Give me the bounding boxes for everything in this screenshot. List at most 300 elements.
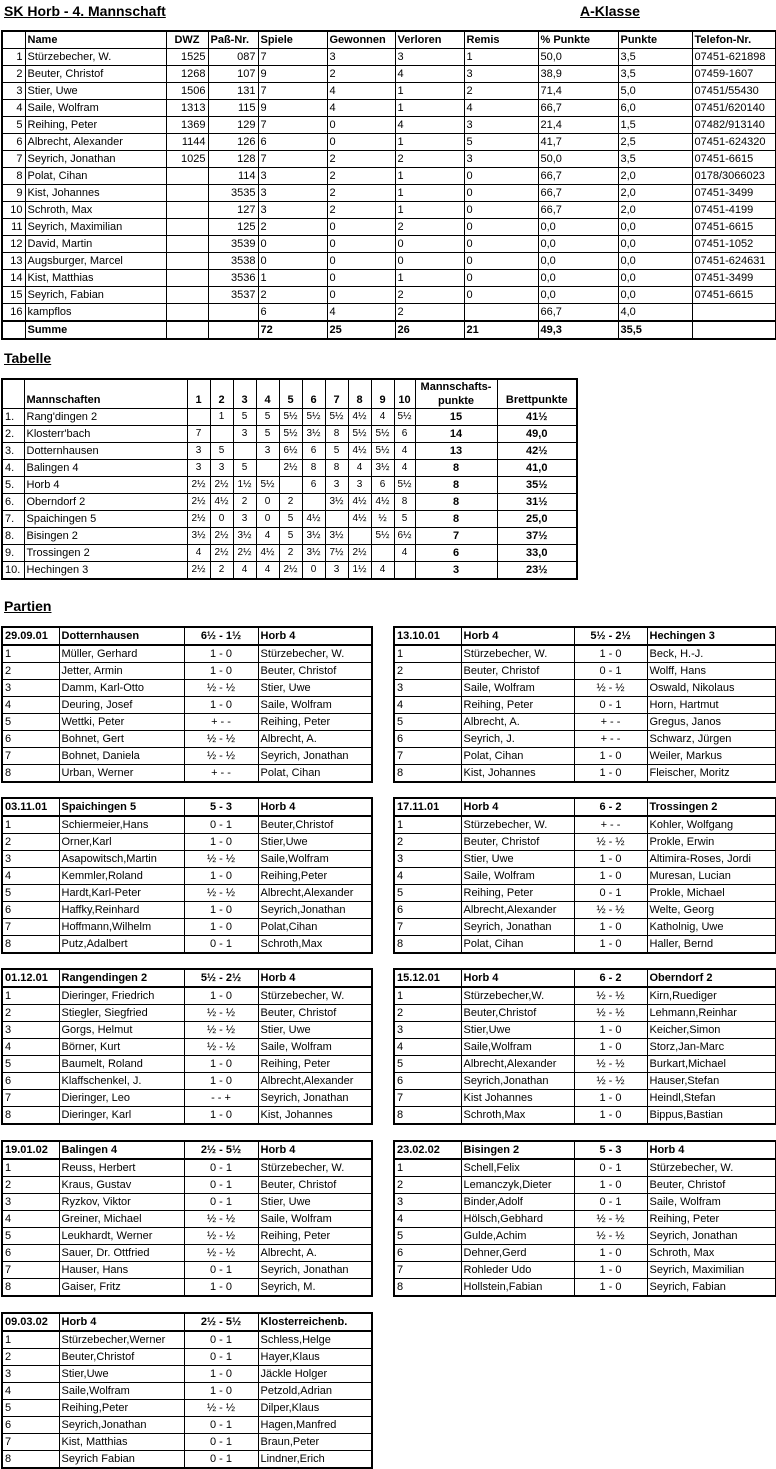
home-team: Balingen 4 — [59, 1141, 184, 1159]
away-player: Albrecht, A. — [258, 1245, 372, 1262]
home-player: Stier,Uwe — [461, 1022, 574, 1039]
home-player: Kist Johannes — [461, 1090, 574, 1107]
game-result: 0 - 1 — [184, 1159, 258, 1177]
board-number: 3 — [2, 1194, 59, 1211]
percent: 38,9 — [538, 66, 618, 83]
home-player: Kraus, Gustav — [59, 1177, 184, 1194]
home-player: Polat, Cihan — [461, 748, 574, 765]
board-number: 1 — [2, 1331, 59, 1349]
dwz: 1313 — [166, 100, 208, 117]
away-player: Oswald, Nikolaus — [647, 680, 776, 697]
game-result: 1 - 0 — [184, 919, 258, 936]
result-cell: 5½ — [348, 426, 371, 443]
game-result: ½ - ½ — [184, 851, 258, 868]
result-cell: 5½ — [325, 409, 348, 426]
games: 2 — [258, 287, 327, 304]
board-number: 5 — [2, 885, 59, 902]
team-points: 8 — [415, 494, 497, 511]
home-team: Rangendingen 2 — [59, 969, 184, 987]
away-player: Seyrich, Fabian — [647, 1279, 776, 1297]
result-cell: 6 — [302, 477, 325, 494]
board-number: 4 — [394, 1039, 461, 1056]
team-name: Klosterr'bach — [24, 426, 187, 443]
player-name: kampflos — [25, 304, 166, 322]
game-result: - - + — [184, 1090, 258, 1107]
result-cell: 6 — [371, 477, 394, 494]
lost: 0 — [395, 253, 464, 270]
match-date: 01.12.01 — [2, 969, 59, 987]
game-row — [2, 919, 372, 936]
result-cell: 5½ — [394, 409, 415, 426]
row-number: 14 — [2, 270, 25, 287]
game-result: ½ - ½ — [184, 1005, 258, 1022]
result-cell: ½ — [371, 511, 394, 528]
result-cell: 5 — [256, 426, 279, 443]
away-player: Horn, Hartmut — [647, 697, 776, 714]
board-number: 6 — [394, 902, 461, 919]
home-player: Jetter, Armin — [59, 663, 184, 680]
away-team: Horb 4 — [647, 1141, 776, 1159]
home-player: Deuring, Josef — [59, 697, 184, 714]
board-number: 8 — [394, 1107, 461, 1125]
away-player: Schroth,Max — [258, 936, 372, 954]
standings-row — [2, 409, 577, 426]
home-player: Saile,Wolfram — [461, 1039, 574, 1056]
draws: 0 — [464, 270, 538, 287]
player-name: Albrecht, Alexander — [25, 134, 166, 151]
points: 0,0 — [618, 219, 692, 236]
away-player: Lindner,Erich — [258, 1451, 372, 1469]
away-player: Seyrich, Jonathan — [258, 1262, 372, 1279]
result-cell: 3½ — [302, 545, 325, 562]
phone: 07482/913140 — [692, 117, 776, 134]
result-cell: 4 — [394, 545, 415, 562]
points: 3,5 — [618, 49, 692, 66]
column-header-line: punkte — [437, 395, 475, 407]
percent: 50,0 — [538, 151, 618, 168]
game-result: 1 - 0 — [574, 1022, 647, 1039]
away-team: Trossingen 2 — [647, 798, 776, 816]
player-name: Saile, Wolfram — [25, 100, 166, 117]
lost: 1 — [395, 185, 464, 202]
column-header: DWZ — [166, 31, 208, 49]
phone: 07451-624631 — [692, 253, 776, 270]
game-row — [2, 1022, 372, 1039]
games: 6 — [258, 134, 327, 151]
home-player: Kist, Matthias — [59, 1434, 184, 1451]
game-row — [394, 714, 776, 731]
game-row — [2, 663, 372, 680]
result-cell: 5½ — [302, 409, 325, 426]
rank: 3. — [2, 443, 24, 460]
home-player: Baumelt, Roland — [59, 1056, 184, 1073]
home-team: Spaichingen 5 — [59, 798, 184, 816]
board-number: 3 — [2, 1022, 59, 1039]
away-player: Seyrich, Jonathan — [258, 1090, 372, 1107]
dwz — [166, 219, 208, 236]
pass-number: 3536 — [208, 270, 258, 287]
game-result: ½ - ½ — [184, 1211, 258, 1228]
board-number: 2 — [2, 1349, 59, 1366]
game-row — [2, 1245, 372, 1262]
match-header-row — [2, 1313, 372, 1331]
team-points: 8 — [415, 477, 497, 494]
home-player: Albrecht,Alexander — [461, 902, 574, 919]
board-number: 1 — [394, 645, 461, 663]
board-number: 2 — [394, 1005, 461, 1022]
dwz — [166, 168, 208, 185]
column-header: 9 — [371, 379, 394, 409]
match-score: 6½ - 1½ — [184, 627, 258, 645]
game-row — [394, 1107, 776, 1125]
result-cell: 8 — [325, 426, 348, 443]
board-number: 2 — [394, 663, 461, 680]
board-number: 4 — [394, 868, 461, 885]
result-cell: 4½ — [256, 545, 279, 562]
home-player: Stürzebecher,W. — [461, 987, 574, 1005]
game-result: ½ - ½ — [184, 1400, 258, 1417]
column-header — [2, 31, 25, 49]
board-number: 4 — [394, 697, 461, 714]
game-result: 1 - 0 — [574, 1107, 647, 1125]
away-player: Wolff, Hans — [647, 663, 776, 680]
result-cell: 5½ — [279, 409, 302, 426]
home-team: Dotternhausen — [59, 627, 184, 645]
away-player: Seyrich, Jonathan — [647, 1228, 776, 1245]
game-row — [394, 1022, 776, 1039]
row-number: 11 — [2, 219, 25, 236]
game-row — [394, 851, 776, 868]
result-cell: 5 — [233, 409, 256, 426]
home-player: Stürzebecher, W. — [461, 816, 574, 834]
games: 7 — [258, 151, 327, 168]
match-header-row — [394, 1141, 776, 1159]
away-player: Beuter,Christof — [258, 816, 372, 834]
away-player: Kist, Johannes — [258, 1107, 372, 1125]
board-number: 7 — [2, 1434, 59, 1451]
result-cell: 2½ — [187, 494, 210, 511]
column-header: Paß-Nr. — [208, 31, 258, 49]
result-cell: 4 — [256, 562, 279, 580]
home-player: Urban, Werner — [59, 765, 184, 783]
result-cell: 3½ — [233, 528, 256, 545]
match-score: 2½ - 5½ — [184, 1141, 258, 1159]
match-date: 29.09.01 — [2, 627, 59, 645]
result-cell: 1 — [210, 409, 233, 426]
phone: 07451-4199 — [692, 202, 776, 219]
result-cell: 5 — [233, 460, 256, 477]
draws: 1 — [464, 49, 538, 66]
game-result: ½ - ½ — [184, 1228, 258, 1245]
won: 0 — [327, 219, 395, 236]
game-result: 1 - 0 — [184, 868, 258, 885]
won: 0 — [327, 117, 395, 134]
away-player: Polat, Cihan — [258, 765, 372, 783]
won: 4 — [327, 304, 395, 322]
team-name: Spaichingen 5 — [24, 511, 187, 528]
game-row — [2, 1228, 372, 1245]
team-points: 14 — [415, 426, 497, 443]
home-player: Klaffschenkel, J. — [59, 1073, 184, 1090]
standings-row — [2, 477, 577, 494]
game-row — [394, 1211, 776, 1228]
away-player: Petzold,Adrian — [258, 1383, 372, 1400]
won: 2 — [327, 168, 395, 185]
board-number: 5 — [394, 714, 461, 731]
standings-row — [2, 443, 577, 460]
game-result: 1 - 0 — [574, 1245, 647, 1262]
board-number: 4 — [2, 868, 59, 885]
board-number: 1 — [2, 816, 59, 834]
percent: 66,7 — [538, 185, 618, 202]
row-number: 10 — [2, 202, 25, 219]
result-cell: 1½ — [348, 562, 371, 580]
game-row — [394, 1279, 776, 1297]
game-result: 1 - 0 — [184, 1056, 258, 1073]
table-row — [2, 185, 776, 202]
home-team: Horb 4 — [59, 1313, 184, 1331]
away-team: Oberndorf 2 — [647, 969, 776, 987]
percent: 50,0 — [538, 49, 618, 66]
board-number: 1 — [2, 987, 59, 1005]
game-row — [2, 1262, 372, 1279]
match-score: 5 - 3 — [574, 1141, 647, 1159]
home-player: Albrecht,Alexander — [461, 1056, 574, 1073]
home-player: Bohnet, Gert — [59, 731, 184, 748]
game-result: 0 - 1 — [184, 1262, 258, 1279]
column-header: Remis — [464, 31, 538, 49]
home-player: Schiermeier,Hans — [59, 816, 184, 834]
home-player: Stier,Uwe — [59, 1366, 184, 1383]
game-result: + - - — [574, 816, 647, 834]
standings-section-title: Tabelle — [4, 350, 52, 366]
result-cell: 7½ — [325, 545, 348, 562]
home-player: Reuss, Herbert — [59, 1159, 184, 1177]
pass-number: 125 — [208, 219, 258, 236]
result-cell: 2½ — [187, 511, 210, 528]
table-row — [2, 270, 776, 287]
home-player: Albrecht, A. — [461, 714, 574, 731]
match-header-row — [2, 969, 372, 987]
result-cell: 5 — [210, 443, 233, 460]
game-row — [2, 987, 372, 1005]
column-header — [2, 379, 24, 409]
lost: 26 — [395, 321, 464, 339]
game-result: 1 - 0 — [574, 748, 647, 765]
rank: 6. — [2, 494, 24, 511]
game-result: 0 - 1 — [184, 1451, 258, 1469]
away-team: Horb 4 — [258, 798, 372, 816]
game-row — [394, 1005, 776, 1022]
dwz — [166, 287, 208, 304]
team-points: 3 — [415, 562, 497, 580]
points: 2,5 — [618, 134, 692, 151]
result-cell — [325, 511, 348, 528]
game-result: 1 - 0 — [184, 1383, 258, 1400]
rank: 9. — [2, 545, 24, 562]
result-cell: 2 — [233, 494, 256, 511]
column-header-line: Mannschafts- — [420, 381, 492, 393]
away-player: Stier, Uwe — [258, 680, 372, 697]
home-player: Seyrich,Jonathan — [461, 1073, 574, 1090]
away-player: Reihing,Peter — [258, 868, 372, 885]
draws: 0 — [464, 219, 538, 236]
team-points: 8 — [415, 460, 497, 477]
game-row — [2, 1073, 372, 1090]
game-result: ½ - ½ — [184, 748, 258, 765]
home-player: Seyrich,Jonathan — [59, 1417, 184, 1434]
dwz — [166, 236, 208, 253]
points: 3,5 — [618, 66, 692, 83]
away-player: Albrecht, A. — [258, 731, 372, 748]
board-number: 3 — [394, 1194, 461, 1211]
home-player: Kist, Johannes — [461, 765, 574, 783]
away-player: Jäckle Holger — [258, 1366, 372, 1383]
board-number: 6 — [2, 731, 59, 748]
game-row — [394, 697, 776, 714]
match-header-row — [2, 1141, 372, 1159]
player-name: David, Martin — [25, 236, 166, 253]
points: 0,0 — [618, 287, 692, 304]
result-cell: 4 — [394, 443, 415, 460]
game-row — [394, 1056, 776, 1073]
game-result: 1 - 0 — [574, 919, 647, 936]
game-row — [394, 748, 776, 765]
game-result: 1 - 0 — [574, 936, 647, 954]
game-result: 0 - 1 — [184, 1177, 258, 1194]
home-player: Haffky,Reinhard — [59, 902, 184, 919]
board-number: 5 — [2, 1056, 59, 1073]
match-date: 19.01.02 — [2, 1141, 59, 1159]
result-cell: 0 — [210, 511, 233, 528]
home-player: Stier, Uwe — [461, 851, 574, 868]
dwz — [166, 270, 208, 287]
home-player: Reihing, Peter — [461, 697, 574, 714]
percent: 0,0 — [538, 236, 618, 253]
result-cell: 3 — [233, 511, 256, 528]
standings-row — [2, 426, 577, 443]
match-date: 13.10.01 — [394, 627, 461, 645]
team-name: Balingen 4 — [24, 460, 187, 477]
away-player: Schless,Helge — [258, 1331, 372, 1349]
result-cell: 6 — [394, 426, 415, 443]
away-player: Kohler, Wolfgang — [647, 816, 776, 834]
team-points: 8 — [415, 511, 497, 528]
dwz: 1025 — [166, 151, 208, 168]
board-points: 49,0 — [497, 426, 577, 443]
pass-number: 3538 — [208, 253, 258, 270]
result-cell: 2½ — [210, 477, 233, 494]
game-row — [394, 1090, 776, 1107]
home-player: Gulde,Achim — [461, 1228, 574, 1245]
board-number: 5 — [2, 1228, 59, 1245]
game-row — [394, 663, 776, 680]
result-cell: 2½ — [210, 528, 233, 545]
team-points: 7 — [415, 528, 497, 545]
home-player: Saile,Wolfram — [59, 1383, 184, 1400]
lost: 2 — [395, 219, 464, 236]
match-table — [1, 797, 373, 954]
points: 3,5 — [618, 151, 692, 168]
board-number: 4 — [2, 697, 59, 714]
result-cell — [256, 460, 279, 477]
column-header: 2 — [210, 379, 233, 409]
home-player: Stürzebecher,Werner — [59, 1331, 184, 1349]
board-number: 7 — [394, 1262, 461, 1279]
phone: 07451-6615 — [692, 287, 776, 304]
result-cell — [187, 409, 210, 426]
table-row — [2, 66, 776, 83]
game-row — [394, 936, 776, 954]
standings-row — [2, 511, 577, 528]
draws: 2 — [464, 83, 538, 100]
game-row — [2, 731, 372, 748]
column-header: Brettpunkte — [497, 379, 577, 409]
away-player: Keicher,Simon — [647, 1022, 776, 1039]
team-name: Oberndorf 2 — [24, 494, 187, 511]
home-player: Seyrich Fabian — [59, 1451, 184, 1469]
game-result: 1 - 0 — [574, 645, 647, 663]
game-result: 1 - 0 — [574, 1262, 647, 1279]
table-row — [2, 151, 776, 168]
column-header: 5 — [279, 379, 302, 409]
home-player: Beuter, Christof — [461, 663, 574, 680]
games: 7 — [258, 83, 327, 100]
draws — [464, 304, 538, 322]
board-number: 7 — [394, 919, 461, 936]
board-points: 33,0 — [497, 545, 577, 562]
game-result: ½ - ½ — [184, 731, 258, 748]
board-points: 25,0 — [497, 511, 577, 528]
result-cell: 5 — [325, 443, 348, 460]
board-number: 8 — [2, 936, 59, 954]
lost: 1 — [395, 134, 464, 151]
dwz — [166, 253, 208, 270]
result-cell: 8 — [325, 460, 348, 477]
table-row — [2, 202, 776, 219]
result-cell: 4 — [348, 460, 371, 477]
standings-row — [2, 494, 577, 511]
away-player: Stürzebecher, W. — [647, 1159, 776, 1177]
phone: 0178/3066023 — [692, 168, 776, 185]
board-number: 1 — [2, 645, 59, 663]
won: 4 — [327, 100, 395, 117]
game-row — [2, 714, 372, 731]
result-cell: 4 — [233, 562, 256, 580]
pass-number: 131 — [208, 83, 258, 100]
row-number: 8 — [2, 168, 25, 185]
game-result: 1 - 0 — [184, 902, 258, 919]
game-result: 1 - 0 — [184, 834, 258, 851]
home-player: Dieringer, Karl — [59, 1107, 184, 1125]
away-player: Schroth, Max — [647, 1245, 776, 1262]
dwz: 1525 — [166, 49, 208, 66]
lost: 4 — [395, 66, 464, 83]
sum-row — [2, 321, 776, 339]
result-cell: 2½ — [348, 545, 371, 562]
match-table — [1, 1312, 373, 1469]
game-result: 0 - 1 — [574, 885, 647, 902]
away-team: Hechingen 3 — [647, 627, 776, 645]
game-result: 1 - 0 — [574, 868, 647, 885]
player-name: Stürzebecher, W. — [25, 49, 166, 66]
away-player: Stier, Uwe — [258, 1022, 372, 1039]
game-result: ½ - ½ — [574, 987, 647, 1005]
result-cell: 5½ — [371, 443, 394, 460]
dwz: 1506 — [166, 83, 208, 100]
home-player: Hardt,Karl-Peter — [59, 885, 184, 902]
games: 6 — [258, 304, 327, 322]
